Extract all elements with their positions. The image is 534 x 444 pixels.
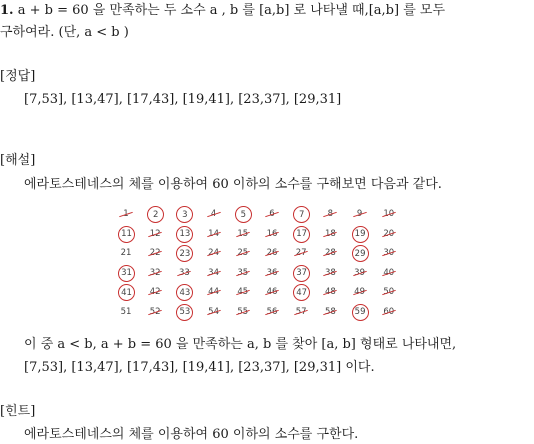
sieve-cell: 50: [380, 283, 398, 301]
sieve-cell: 4: [205, 205, 223, 223]
sieve-cell-prime: 47: [293, 284, 310, 301]
sieve-cell: 33: [175, 264, 193, 282]
sieve-cell: 36: [263, 264, 281, 282]
sieve-cell: 40: [380, 264, 398, 282]
sieve-cell-prime: 7: [293, 206, 310, 223]
sieve-row: [117, 303, 417, 323]
sieve-cell: 28: [321, 244, 339, 262]
sieve-cell-prime: 37: [293, 265, 310, 282]
sieve-cell: 12: [146, 225, 164, 243]
sieve-cell-prime: 5: [235, 206, 252, 223]
sieve-cell: 32: [146, 264, 164, 282]
sieve-cell: 30: [380, 244, 398, 262]
sieve-cell: 20: [380, 225, 398, 243]
sieve-cell: 38: [321, 264, 339, 282]
sieve-cell: 54: [205, 303, 223, 321]
sieve-row: [117, 283, 417, 303]
sieve-cell: 25: [234, 244, 252, 262]
sieve-cell: 10: [380, 205, 398, 223]
sieve-cell-prime: 17: [293, 226, 310, 243]
answer-value: [7,53], [13,47], [17,43], [19,41], [23,37], [29,31]: [24, 92, 342, 107]
explanation-line-2: 이 중 a < b, a + b = 60 을 만족하는 a, b 를 찾아 [a, b] 형태로 나타내면,: [24, 337, 457, 352]
sieve-cell: 58: [321, 303, 339, 321]
answer-label: [정답]: [0, 69, 36, 84]
problem-statement-2: 구하여라. (단, a < b ): [0, 25, 129, 40]
sieve-cell-prime: 3: [176, 206, 193, 223]
sieve-cell: 39: [351, 264, 369, 282]
sieve-cell: 49: [351, 283, 369, 301]
sieve-cell: 42: [146, 283, 164, 301]
sieve-cell-prime: 43: [176, 284, 193, 301]
sieve-cell-prime: 53: [176, 304, 193, 321]
sieve-cell-prime: 23: [176, 245, 193, 262]
sieve-cell: 21: [120, 248, 132, 259]
problem-number: 1.: [0, 3, 14, 18]
sieve-cell: 6: [263, 205, 281, 223]
sieve-cell: 44: [205, 283, 223, 301]
sieve-row: [117, 225, 417, 245]
explanation-line-1: 에라토스테네스의 체를 이용하여 60 이하의 소수를 구해보면 다음과 같다.: [24, 177, 442, 192]
sieve-cell: 1: [117, 205, 135, 223]
sieve-cell-prime: 29: [352, 245, 369, 262]
sieve-cell-prime: 2: [147, 206, 164, 223]
explanation-line-3: [7,53], [13,47], [17,43], [19,41], [23,37], [29,31] 이다.: [24, 360, 375, 375]
problem-statement-1: a + b = 60 을 만족하는 두 소수 a , b 를 [a,b] 로 나타낼 때,[a,b] 를 모두: [17, 3, 446, 18]
sieve-cell: 34: [205, 264, 223, 282]
problem-line-1: [0, 2, 445, 20]
sieve-cell-prime: 19: [352, 226, 369, 243]
sieve-cell: 57: [292, 303, 310, 321]
sieve-of-eratosthenes-table: [117, 205, 417, 323]
hint-label: [힌트]: [0, 404, 36, 419]
sieve-cell: 46: [263, 283, 281, 301]
sieve-cell: 24: [205, 244, 223, 262]
sieve-cell: 55: [234, 303, 252, 321]
sieve-cell: 9: [351, 205, 369, 223]
sieve-cell: 56: [263, 303, 281, 321]
sieve-cell-prime: 11: [118, 226, 135, 243]
sieve-cell-prime: 41: [118, 284, 135, 301]
sieve-cell-prime: 13: [176, 226, 193, 243]
sieve-cell: 8: [321, 205, 339, 223]
sieve-row: [117, 244, 417, 264]
sieve-row: [117, 205, 417, 225]
sieve-cell: 22: [146, 244, 164, 262]
sieve-cell: 26: [263, 244, 281, 262]
hint-text: 에라토스테네스의 체를 이용하여 60 이하의 소수를 구한다.: [24, 427, 359, 442]
sieve-cell: 18: [321, 225, 339, 243]
sieve-row: [117, 264, 417, 284]
sieve-cell-prime: 59: [352, 304, 369, 321]
sieve-cell: 16: [263, 225, 281, 243]
sieve-cell: 14: [205, 225, 223, 243]
sieve-cell-prime: 31: [118, 265, 135, 282]
sieve-cell: 52: [146, 303, 164, 321]
sieve-cell: 35: [234, 264, 252, 282]
sieve-cell: 51: [120, 306, 132, 317]
sieve-cell: 15: [234, 225, 252, 243]
sieve-cell: 48: [321, 283, 339, 301]
sieve-cell: 60: [380, 303, 398, 321]
sieve-cell: 27: [292, 244, 310, 262]
sieve-cell: 45: [234, 283, 252, 301]
explanation-label: [해설]: [0, 153, 36, 168]
